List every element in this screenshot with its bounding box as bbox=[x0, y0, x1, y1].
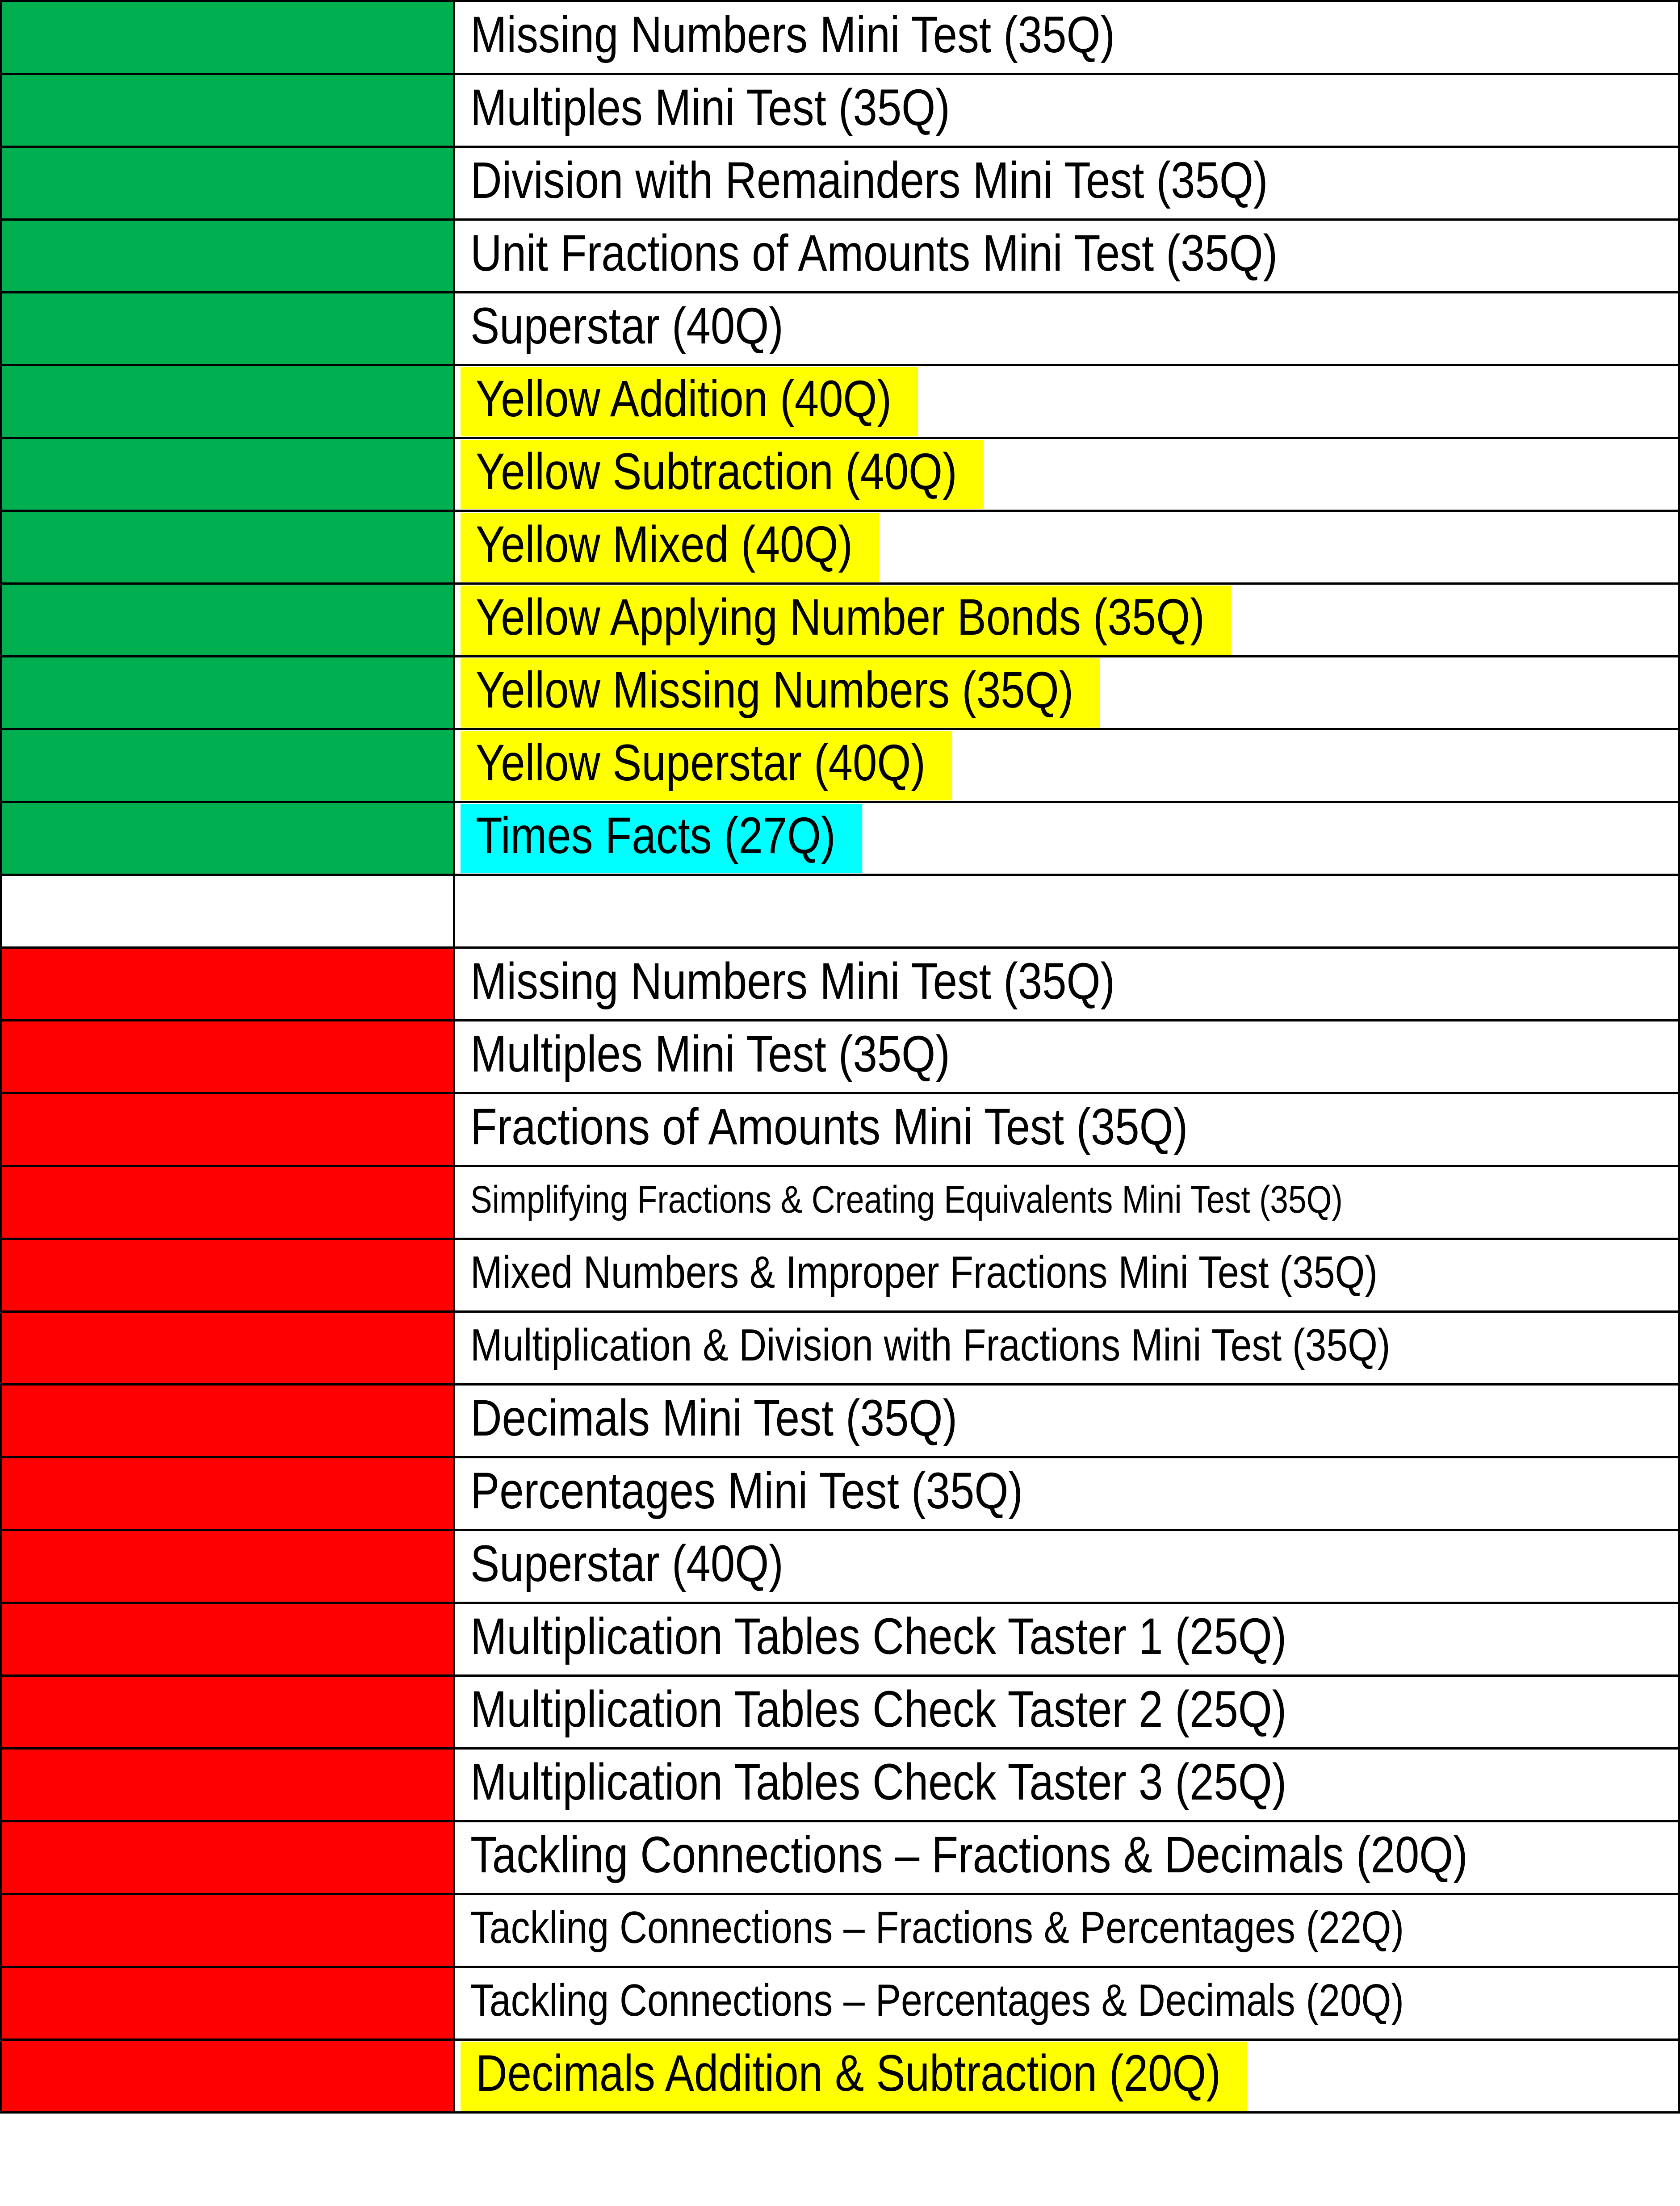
test-name-cell[interactable] bbox=[454, 1894, 1679, 1967]
table-row bbox=[1, 802, 1679, 875]
test-label: Percentages Mini Test (35Q) bbox=[470, 1462, 1023, 1520]
status-color-cell[interactable] bbox=[1, 948, 454, 1021]
status-color-cell[interactable] bbox=[1, 1603, 454, 1676]
test-name-cell[interactable] bbox=[454, 802, 1679, 875]
status-color-cell[interactable] bbox=[1, 1239, 454, 1312]
status-color-cell[interactable] bbox=[1, 1821, 454, 1894]
test-label: Tackling Connections – Fractions & Decimals (20Q) bbox=[470, 1826, 1468, 1884]
status-color-cell[interactable] bbox=[1, 1967, 454, 2040]
status-color-cell[interactable] bbox=[1, 802, 454, 875]
table-row bbox=[1, 729, 1679, 802]
test-label: Missing Numbers Mini Test (35Q) bbox=[470, 952, 1115, 1010]
test-name-cell[interactable] bbox=[454, 1749, 1679, 1821]
test-name-cell[interactable] bbox=[454, 1967, 1679, 2040]
test-name-cell[interactable] bbox=[454, 1166, 1679, 1239]
test-name-cell[interactable] bbox=[454, 1093, 1679, 1166]
table-row bbox=[1, 1166, 1679, 1239]
status-color-cell[interactable] bbox=[1, 147, 454, 220]
test-name-cell[interactable] bbox=[454, 220, 1679, 293]
status-color-cell[interactable] bbox=[1, 584, 454, 657]
highlighted-test-label: Yellow Superstar (40Q) bbox=[461, 731, 952, 800]
test-name-cell[interactable] bbox=[454, 1530, 1679, 1603]
table-row bbox=[1, 1821, 1679, 1894]
table-row bbox=[1, 365, 1679, 438]
status-color-cell[interactable] bbox=[1, 438, 454, 511]
table-row bbox=[1, 2040, 1679, 2113]
test-label: Unit Fractions of Amounts Mini Test (35Q) bbox=[470, 224, 1278, 282]
test-label: Multiplication Tables Check Taster 3 (25Q) bbox=[470, 1753, 1287, 1811]
table-row bbox=[1, 1894, 1679, 1967]
status-color-cell[interactable] bbox=[1, 2040, 454, 2113]
highlighted-test-label: Yellow Missing Numbers (35Q) bbox=[461, 658, 1100, 728]
test-name-cell[interactable] bbox=[454, 1603, 1679, 1676]
test-label: Mixed Numbers & Improper Fractions Mini Test (35Q) bbox=[470, 1247, 1378, 1298]
status-color-cell[interactable] bbox=[1, 875, 454, 948]
status-color-cell[interactable] bbox=[1, 1894, 454, 1967]
table-row bbox=[1, 1312, 1679, 1385]
status-color-cell[interactable] bbox=[1, 1385, 454, 1457]
test-label: Multiplication Tables Check Taster 2 (25Q) bbox=[470, 1680, 1287, 1738]
status-color-cell[interactable] bbox=[1, 657, 454, 729]
status-color-cell[interactable] bbox=[1, 1457, 454, 1530]
test-name-cell[interactable] bbox=[454, 365, 1679, 438]
highlighted-test-label: Decimals Addition & Subtraction (20Q) bbox=[461, 2042, 1247, 2111]
test-name-cell[interactable] bbox=[454, 2040, 1679, 2113]
test-name-cell[interactable] bbox=[454, 1457, 1679, 1530]
test-label: Division with Remainders Mini Test (35Q) bbox=[470, 151, 1268, 209]
highlighted-test-label: Yellow Addition (40Q) bbox=[461, 367, 918, 436]
table-row bbox=[1, 147, 1679, 220]
test-name-cell[interactable] bbox=[454, 1821, 1679, 1894]
table-row bbox=[1, 875, 1679, 948]
test-label: Decimals Mini Test (35Q) bbox=[470, 1389, 958, 1447]
table-row bbox=[1, 1603, 1679, 1676]
table-row bbox=[1, 657, 1679, 729]
status-color-cell[interactable] bbox=[1, 1093, 454, 1166]
status-color-cell[interactable] bbox=[1, 220, 454, 293]
status-color-cell[interactable] bbox=[1, 511, 454, 584]
test-name-cell[interactable] bbox=[454, 729, 1679, 802]
status-color-cell[interactable] bbox=[1, 1749, 454, 1821]
table-row bbox=[1, 1676, 1679, 1749]
highlighted-test-label: Times Facts (27Q) bbox=[461, 804, 862, 873]
table-row bbox=[1, 1530, 1679, 1603]
test-label: Fractions of Amounts Mini Test (35Q) bbox=[470, 1098, 1188, 1155]
table-row bbox=[1, 1, 1679, 74]
test-name-cell[interactable] bbox=[454, 657, 1679, 729]
status-color-cell[interactable] bbox=[1, 365, 454, 438]
table-row bbox=[1, 584, 1679, 657]
test-label: Missing Numbers Mini Test (35Q) bbox=[470, 6, 1115, 63]
test-name-cell[interactable] bbox=[454, 438, 1679, 511]
test-label: Tackling Connections – Percentages & Decimals (20Q) bbox=[470, 1975, 1404, 2026]
test-name-cell[interactable] bbox=[454, 875, 1679, 948]
test-name-cell[interactable] bbox=[454, 948, 1679, 1021]
test-name-cell[interactable] bbox=[454, 1239, 1679, 1312]
status-color-cell[interactable] bbox=[1, 1676, 454, 1749]
test-name-cell[interactable] bbox=[454, 1385, 1679, 1457]
test-label: Multiplication & Division with Fractions Mini Test (35Q) bbox=[470, 1320, 1391, 1370]
table-row bbox=[1, 1457, 1679, 1530]
test-name-cell[interactable] bbox=[454, 1, 1679, 74]
table-row bbox=[1, 1021, 1679, 1093]
test-label bbox=[455, 901, 497, 919]
status-color-cell[interactable] bbox=[1, 74, 454, 147]
test-name-cell[interactable] bbox=[454, 1312, 1679, 1385]
table-row bbox=[1, 438, 1679, 511]
test-name-cell[interactable] bbox=[454, 147, 1679, 220]
test-name-cell[interactable] bbox=[454, 511, 1679, 584]
status-color-cell[interactable] bbox=[1, 1, 454, 74]
status-color-cell[interactable] bbox=[1, 1166, 454, 1239]
test-label: Tackling Connections – Fractions & Percentages (22Q) bbox=[470, 1902, 1404, 1953]
status-color-cell[interactable] bbox=[1, 729, 454, 802]
table-row bbox=[1, 1093, 1679, 1166]
table-row bbox=[1, 1385, 1679, 1457]
tests-table-body bbox=[1, 1, 1679, 2113]
test-name-cell[interactable] bbox=[454, 1021, 1679, 1093]
status-color-cell[interactable] bbox=[1, 1530, 454, 1603]
test-label: Multiplication Tables Check Taster 1 (25Q) bbox=[470, 1607, 1287, 1665]
test-label: Simplifying Fractions & Creating Equivalents Mini Test (35Q) bbox=[470, 1178, 1343, 1221]
table-row bbox=[1, 1967, 1679, 2040]
test-label: Multiples Mini Test (35Q) bbox=[470, 79, 950, 136]
status-color-cell[interactable] bbox=[1, 1312, 454, 1385]
table-row bbox=[1, 1749, 1679, 1821]
test-name-cell[interactable] bbox=[454, 584, 1679, 657]
test-name-cell[interactable] bbox=[454, 1676, 1679, 1749]
highlighted-test-label: Yellow Mixed (40Q) bbox=[461, 513, 879, 582]
test-name-cell[interactable] bbox=[454, 74, 1679, 147]
status-color-cell[interactable] bbox=[1, 1021, 454, 1093]
table-row bbox=[1, 293, 1679, 365]
highlighted-test-label: Yellow Applying Number Bonds (35Q) bbox=[461, 586, 1231, 655]
table-row bbox=[1, 948, 1679, 1021]
test-name-cell[interactable] bbox=[454, 293, 1679, 365]
status-color-cell[interactable] bbox=[1, 293, 454, 365]
table-row bbox=[1, 74, 1679, 147]
highlighted-test-label: Yellow Subtraction (40Q) bbox=[461, 440, 984, 509]
test-label: Superstar (40Q) bbox=[470, 1535, 783, 1592]
table-row bbox=[1, 1239, 1679, 1312]
test-label: Superstar (40Q) bbox=[470, 297, 783, 355]
test-label: Multiples Mini Test (35Q) bbox=[470, 1025, 950, 1083]
table-row bbox=[1, 220, 1679, 293]
table-row bbox=[1, 511, 1679, 584]
